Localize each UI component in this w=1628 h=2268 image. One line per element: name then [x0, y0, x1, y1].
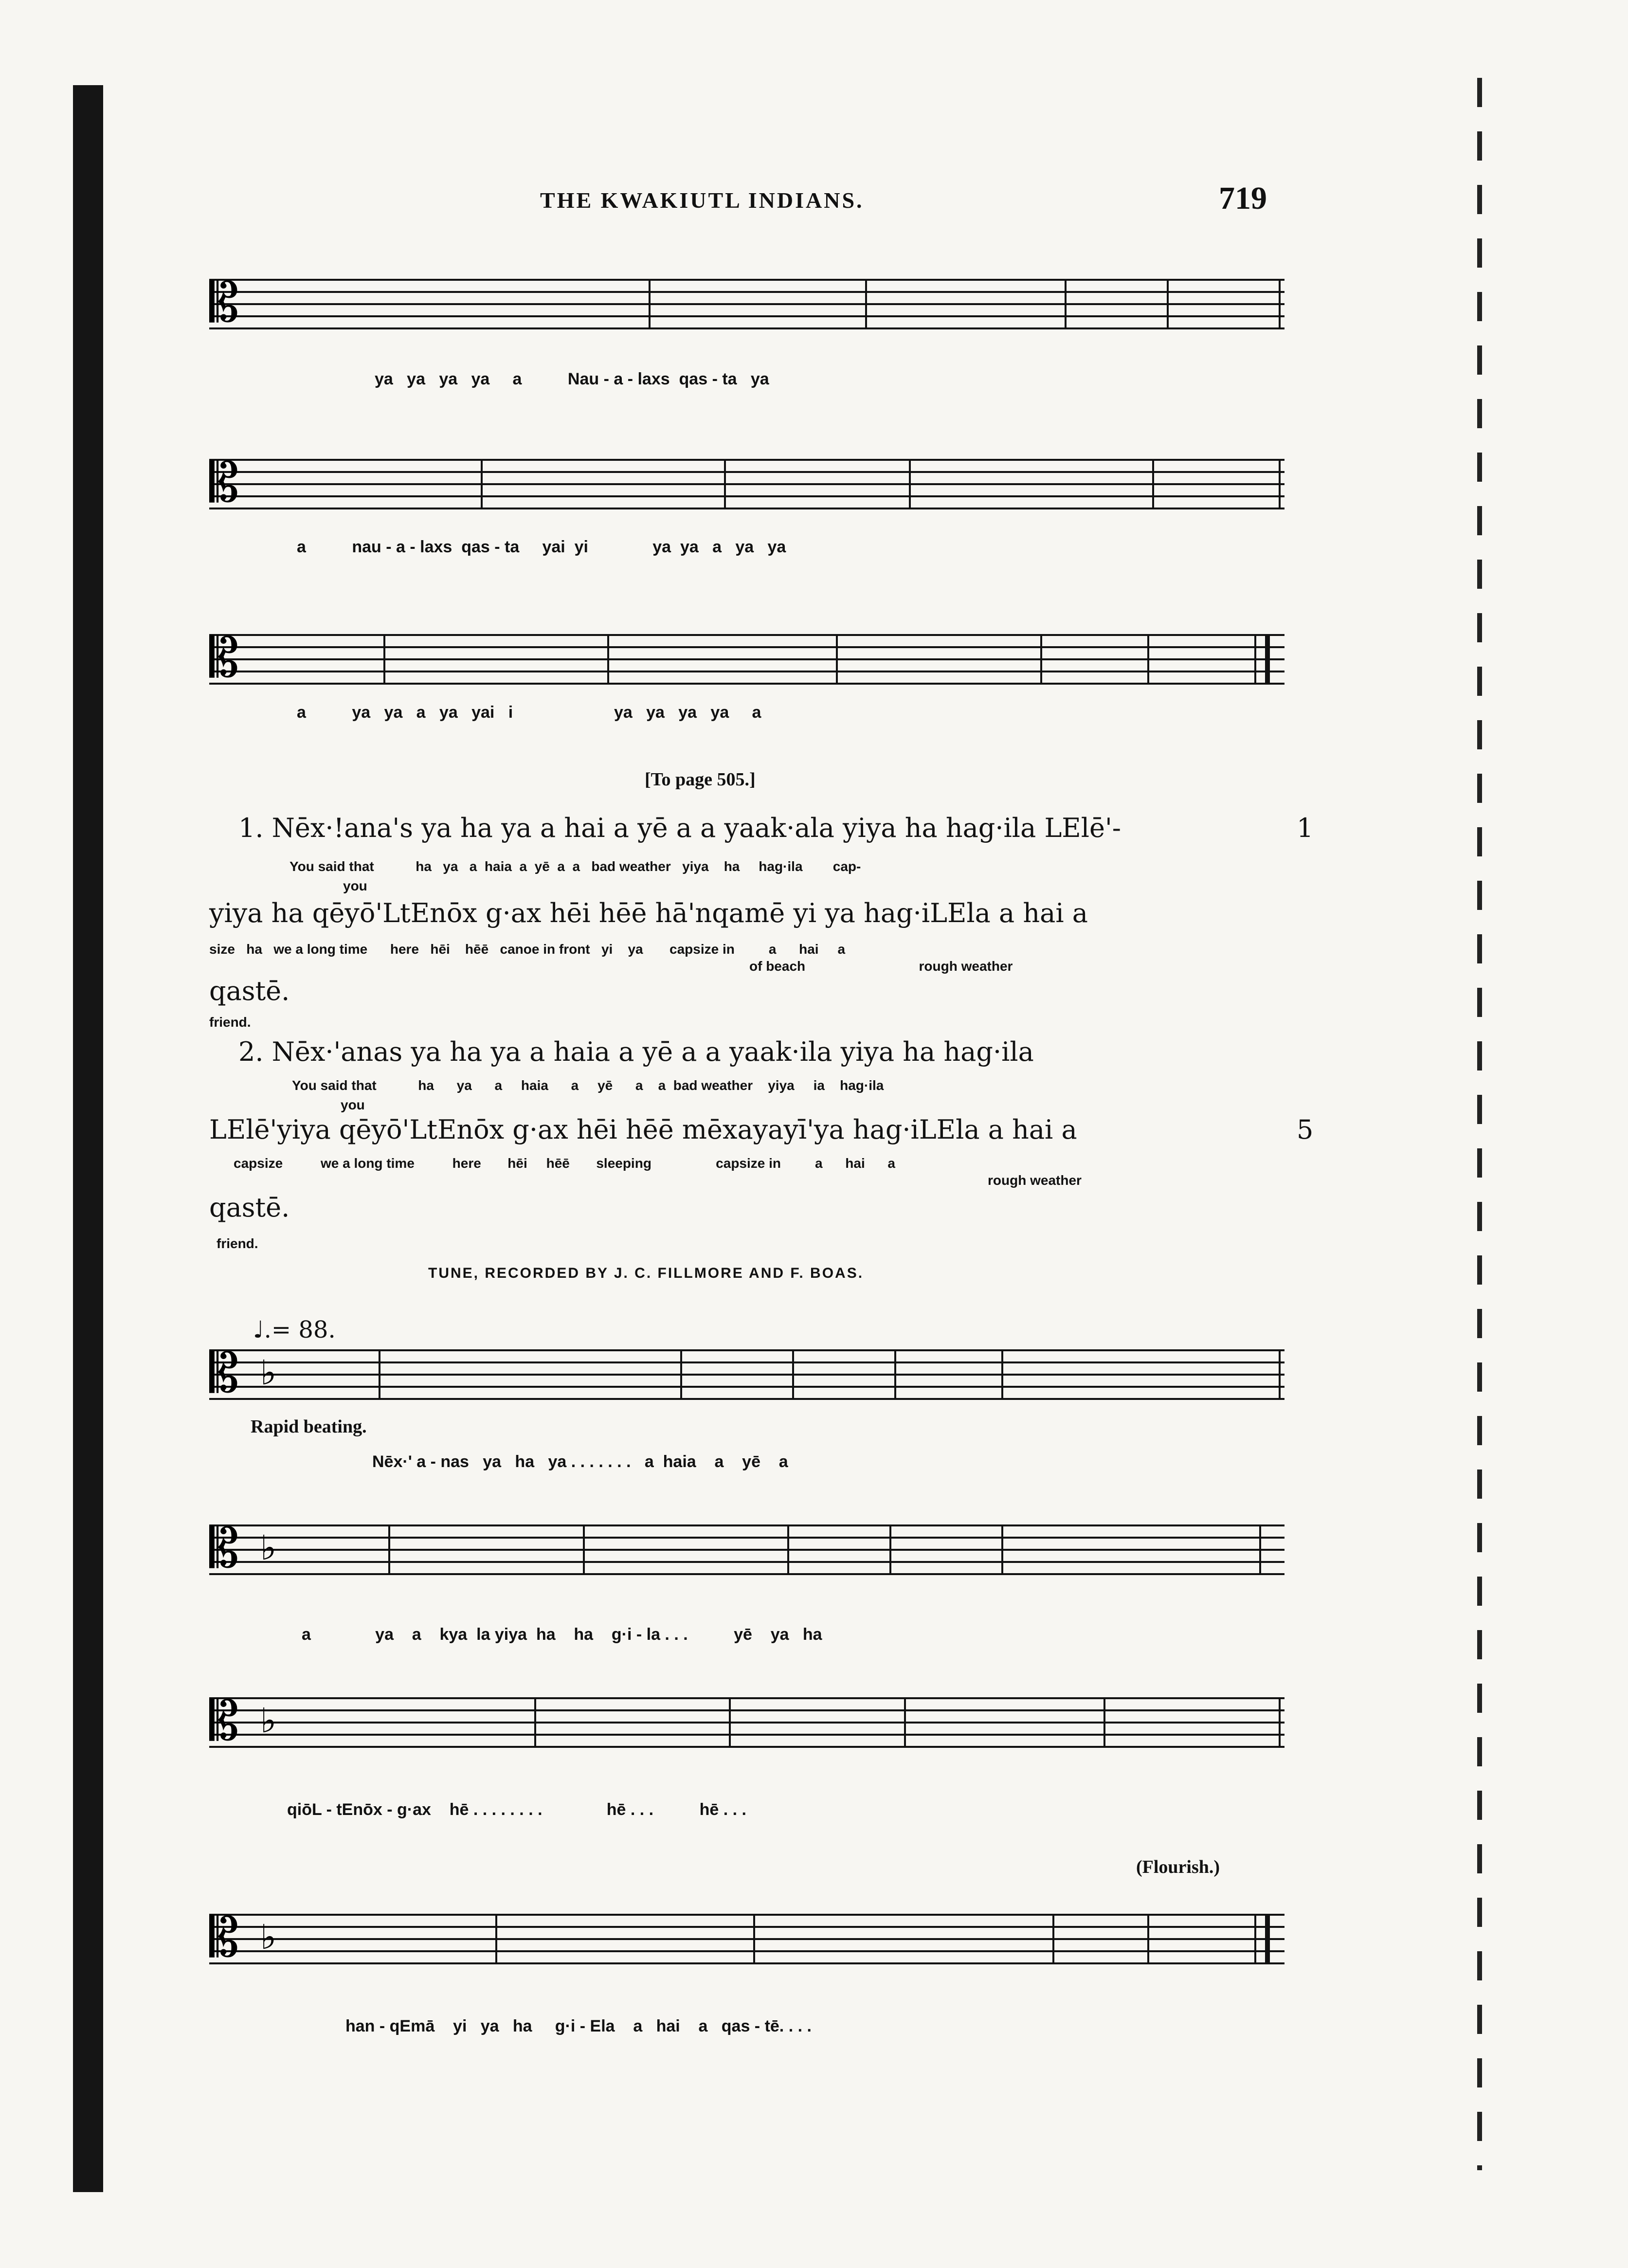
svg-text:𝄡: 𝄡: [209, 452, 239, 514]
music1-lyrics-1: ya ya ya ya a Nau - a - laxs qas - ta ya: [375, 370, 769, 388]
verse1-line1: 1. Nēx·!ana's ya ha ya a hai a yē a a yaak·ala yiya ha hag·ila LElē'-: [238, 813, 1122, 843]
svg-text:𝄡: 𝄡: [209, 1517, 239, 1579]
svg-text:♭: ♭: [260, 1917, 277, 1957]
svg-text:𝄡: 𝄡: [209, 627, 239, 689]
music2-staff-2: [195, 1489, 1265, 1596]
music1-lyrics-2: a nau - a - laxs qas - ta yai yi ya ya a ya ya: [297, 538, 786, 556]
music2-lyrics-2: a ya a kya la yiya ha ha g·i - la . . . yē ya ha: [302, 1625, 822, 1644]
verse1-gloss3: friend.: [209, 1015, 251, 1030]
tempo-marking: ♩.= 88.: [253, 1316, 336, 1343]
music1-lyrics-3: a ya ya a ya yai i ya ya ya ya a: [297, 703, 761, 722]
page-reference: [To page 505.]: [645, 769, 756, 790]
verse2-gloss3: friend.: [217, 1236, 258, 1251]
svg-text:♭: ♭: [260, 1701, 277, 1741]
music2-staff-1: [195, 1314, 1265, 1421]
verse2-line-number: 5: [1297, 1114, 1314, 1145]
verse2-line3: qastē.: [209, 1192, 290, 1223]
running-header: THE KWAKIUTL INDIANS.: [540, 188, 864, 213]
verse2-gloss2: capsize we a long time here hēi hēē sleeping capsize in a hai a: [234, 1156, 895, 1171]
verse2-line1: 2. Nēx·'anas ya ha ya a haia a yē a a yaak·ila yiya ha hag·ila: [238, 1036, 1034, 1067]
svg-text:𝄡: 𝄡: [209, 1342, 239, 1404]
page-number: 719: [1219, 181, 1267, 216]
verse1-line3: qastē.: [209, 976, 290, 1006]
music2-lyrics-3: qiōL - tEnōx - g·ax hē . . . . . . . . hē . . . hē . . .: [287, 1800, 746, 1819]
verse1-line2: yiya ha qēyō'LtEnōx g·ax hēi hēē hā'nqamē yi ya hag·iLEla a hai a: [209, 898, 1088, 928]
music2-staff-4: [195, 1878, 1265, 1985]
svg-text:♭: ♭: [260, 1528, 277, 1568]
tune-credit: TUNE, RECORDED BY J. C. FILLMORE AND F. BOAS.: [428, 1265, 864, 1281]
verse2-line2: LElē'yiya qēyō'LtEnōx g·ax hēi hēē mēxayayī'ya hag·iLEla a hai a: [209, 1114, 1077, 1145]
verse1-line-number: 1: [1297, 813, 1314, 843]
verse2-gloss2b: rough weather: [988, 1173, 1082, 1188]
page-right-edge: [1477, 78, 1482, 2170]
music1-staff-2: [195, 423, 1265, 530]
music2-lyrics-1: Nēx·' a - nas ya ha ya . . . . . . . a haia a yē a: [372, 1452, 788, 1471]
svg-text:𝄡: 𝄡: [209, 1690, 239, 1752]
verse1-gloss2: size ha we a long time here hēi hēē canoe in front yi ya capsize in a hai a: [209, 942, 846, 957]
verse1-gloss2b: of beach rough weather: [749, 959, 1013, 974]
music1-staff-3: [195, 599, 1265, 706]
verse1-gloss1b: you: [343, 878, 367, 893]
music2-staff-3: [195, 1662, 1265, 1769]
music1-staff-1: [195, 243, 1265, 350]
flourish-label: (Flourish.): [1136, 1857, 1220, 1877]
svg-text:𝄡: 𝄡: [209, 272, 239, 334]
performance-instruction: Rapid beating.: [251, 1416, 367, 1437]
verse2-gloss1b: you: [341, 1097, 365, 1112]
book-binding-edge: [73, 85, 103, 2192]
svg-text:𝄡: 𝄡: [209, 1906, 239, 1969]
verse1-gloss1: You said that ha ya a haia a yē a a bad weather yiya ha hag·ila cap-: [289, 859, 861, 874]
verse2-gloss1: You said that ha ya a haia a yē a a bad weather yiya ia hag·ila: [292, 1078, 884, 1093]
svg-text:♭: ♭: [260, 1353, 277, 1393]
music2-lyrics-4: han - qEmā yi ya ha g·i - Ela a hai a qas - tē. . . .: [345, 2017, 812, 2035]
